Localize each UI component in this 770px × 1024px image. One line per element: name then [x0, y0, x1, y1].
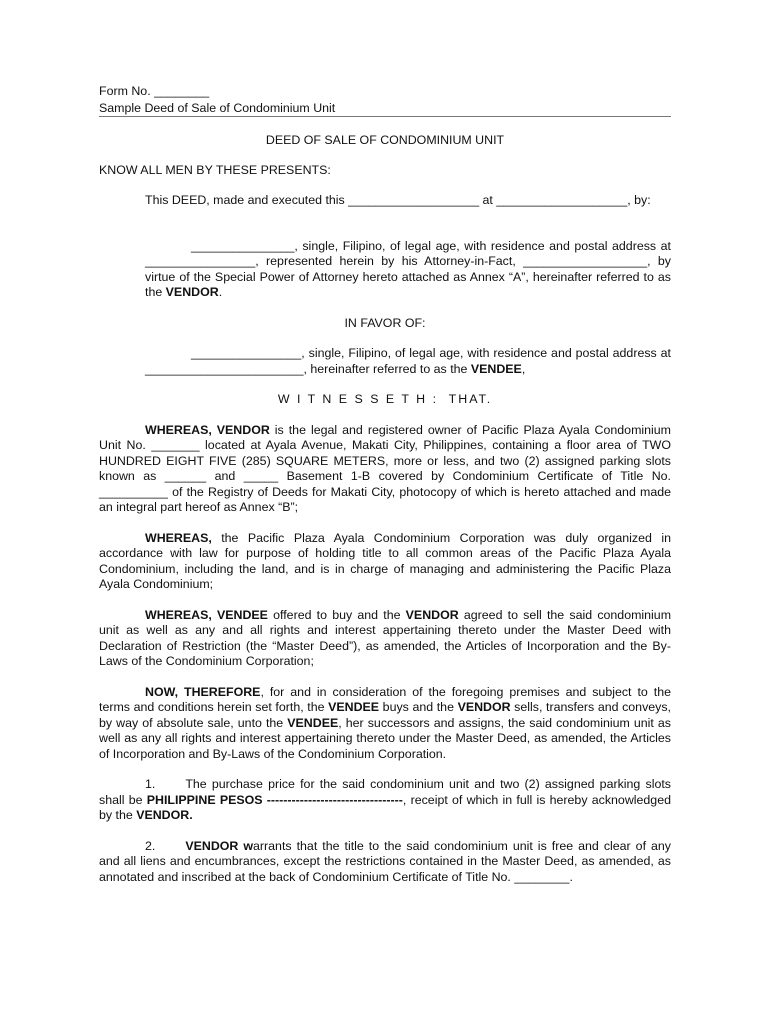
document-title: DEED OF SALE OF CONDOMINIUM UNIT [265, 133, 505, 147]
whereas-1-text: is the legal and registered owner of Pacific Plaza Ayala Condominium Unit No. _______ located at Ayala Avenue, Makati City, Philippines, containing a floor area of TWO HUNDRED EIGHT FIVE (285) SQUARE METERS, more or less, and two (2) assigned parking slots known as ______ and _____ Basement 1-B covered by Condominium Certificate of Title No. __________ of the Registry of Deeds for Makati City, photocopy of which is hereto attached and made an integral part hereof as Annex “B”; [99, 422, 672, 514]
clause-1-paragraph [99, 777, 671, 824]
now-therefore-vendee: VENDEE [328, 700, 380, 714]
clause-2-number: 2. [145, 838, 156, 853]
clause-1-vendor: VENDOR. [136, 808, 193, 822]
witnesseth-heading: W I T N E S S E T H : THAT. [277, 392, 493, 406]
in-favor-of: IN FAVOR OF: [344, 315, 426, 330]
deed-body [99, 133, 671, 885]
now-therefore-text-3: sells, transfers and conveys, by way of absolute sale, unto the [99, 700, 671, 730]
now-therefore-vendee-2: VENDEE [287, 715, 339, 730]
whereas-paragraph-2 [99, 531, 671, 593]
vendor-party-text: _______________, single, Filipino, of legal age, with residence and postal address at ________________, represented herein by his Attorney-in-Fact, __________________, by virtue of the Special Power of Attorney hereto attached as Annex “A”, hereinafter referred to as the [145, 238, 671, 299]
vendor-party-end: . [218, 285, 223, 299]
now-therefore-lead: NOW, THEREFORE [145, 684, 261, 699]
whereas-3-vendor: VENDOR [405, 607, 459, 622]
whereas-2-lead: WHEREAS, [145, 530, 212, 545]
page-header [99, 84, 671, 117]
now-therefore-text-2: buys and the [379, 700, 458, 714]
vendor-role: VENDOR [165, 285, 219, 299]
now-therefore-vendor: VENDOR [457, 700, 511, 714]
vendor-party-paragraph [145, 239, 671, 301]
whereas-3-text-1: offered to buy and the [267, 607, 406, 622]
know-all-men: KNOW ALL MEN BY THESE PRESENTS: [99, 162, 331, 177]
whereas-3-text-2: agreed to sell the said condominium unit as well as any and all rights and interest appertaining thereto under the Master Deed with Declaration of Restriction (the “Master Deed”), as amended, the Articles of Incorporation and the By-Laws of the Condominium Corporation; [99, 607, 672, 668]
whereas-paragraph-3 [99, 608, 671, 670]
now-therefore-text-1: , for and in consideration of the foregoing premises and subject to the terms and conditions herein set forth, the [99, 684, 671, 714]
vendee-party-paragraph [145, 346, 671, 377]
clause-1-number: 1. [145, 777, 156, 791]
whereas-1-lead: WHEREAS, VENDOR [145, 422, 270, 437]
clause-1-text-2: , receipt of which in full is hereby acknowledged by the [99, 792, 671, 822]
whereas-3-lead: WHEREAS, VENDEE [145, 607, 268, 622]
clause-2-vendor: VENDOR w [185, 838, 254, 853]
clause-1-amount: PHILIPPINE PESOS --------------------------------- [146, 792, 403, 807]
now-therefore-text-4: , her successors and assigns, the said condominium unit as well as any all rights and interest appertaining thereto under the Master Deed, as amended, the Articles of Incorporation and By-Laws of the Condominium Corporation. [99, 715, 671, 761]
now-therefore-paragraph [99, 685, 671, 763]
whereas-2-text: the Pacific Plaza Ayala Condominium Corporation was duly organized in accordance with law for purpose of holding title to all common areas of the Pacific Plaza Ayala Condominium, including the land, and is in charge of managing and administering the Pacific Plaza Ayala Condominium; [99, 530, 671, 591]
vendee-party-end: , [521, 361, 526, 376]
vendee-role: VENDEE [470, 361, 522, 376]
deed-execution-line: This DEED, made and executed this ___________________ at ___________________, by: [145, 193, 651, 207]
form-subtitle: Sample Deed of Sale of Condominium Unit [99, 101, 671, 118]
clause-1-text-1: The purchase price for the said condominium unit and two (2) assigned parking slots shall be [99, 777, 671, 807]
clause-2-text: arrants that the title to the said condominium unit is free and clear of any and all liens and encumbrances, except the restrictions contained in the Master Deed, as amended, as annotated and inscribed at the back of Condominium Certificate of Title No. ________. [99, 838, 672, 884]
clause-2-paragraph [99, 839, 671, 886]
whereas-paragraph-1 [99, 423, 671, 516]
form-number: Form No. ________ [99, 84, 210, 98]
vendee-party-text: ________________, single, Filipino, of legal age, with residence and postal address at _______________________, hereinafter referred to as the [145, 346, 671, 376]
